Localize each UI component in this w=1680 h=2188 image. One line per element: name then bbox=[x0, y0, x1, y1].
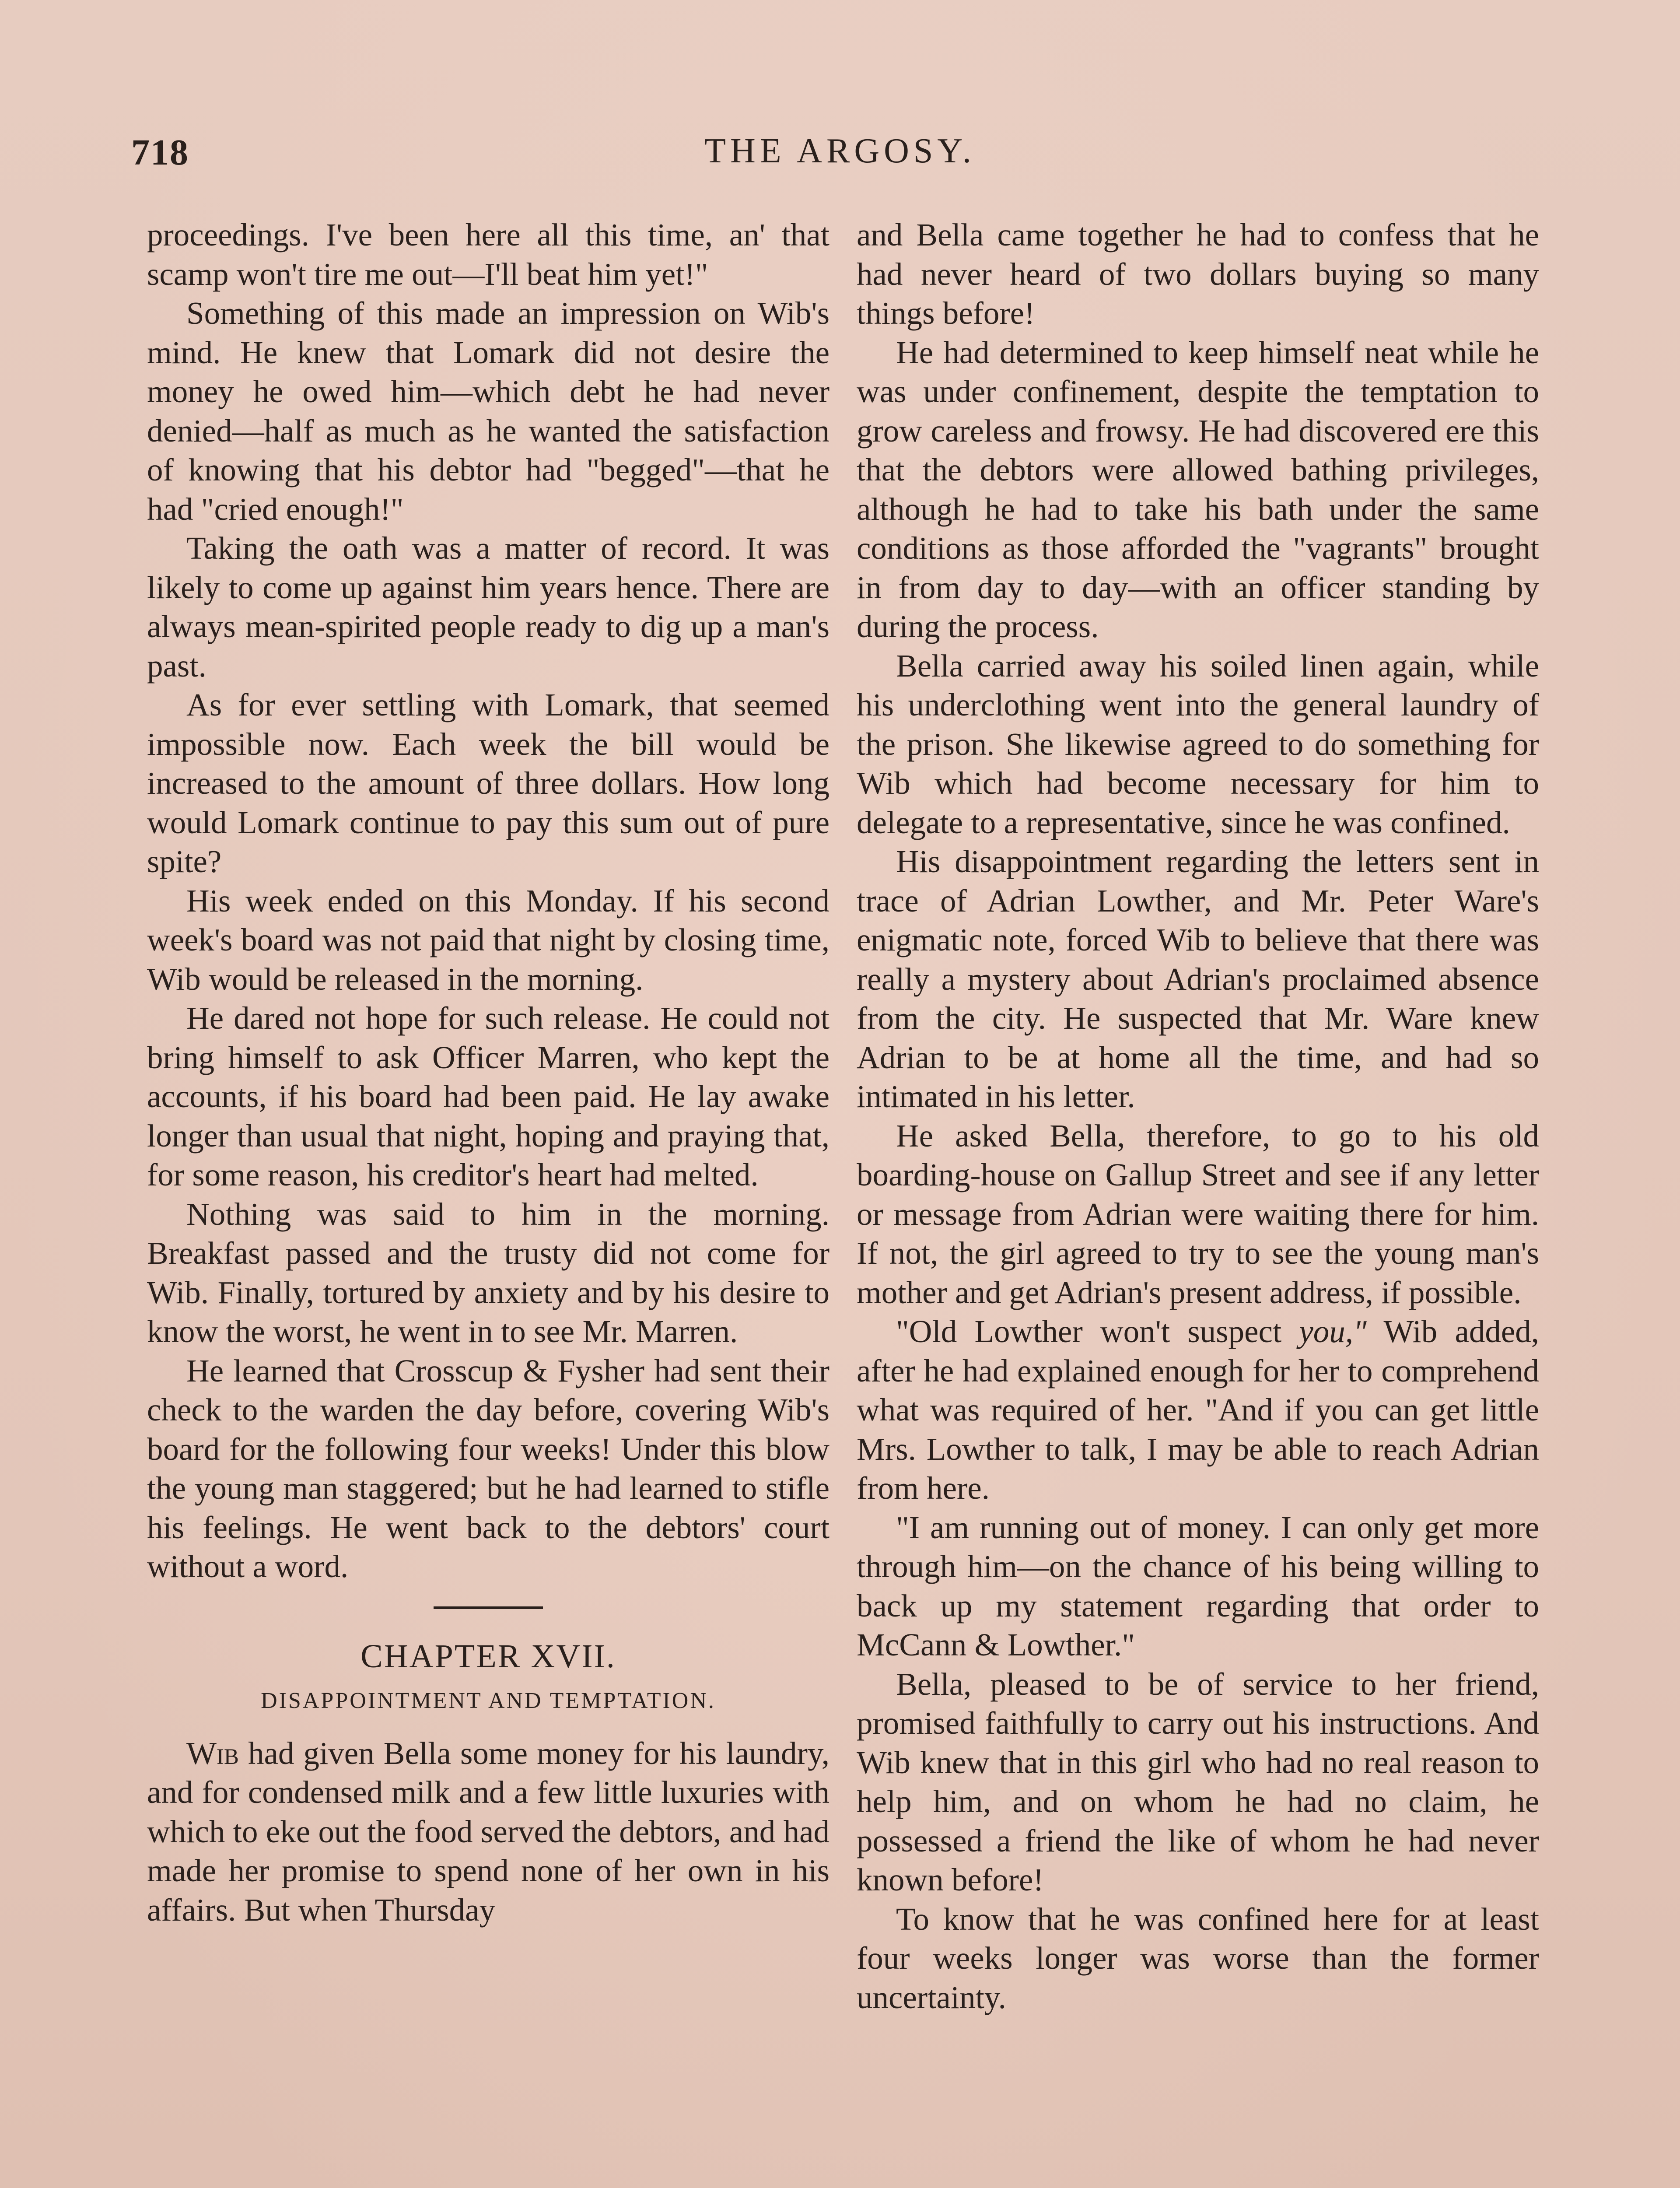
page-number: 718 bbox=[131, 132, 189, 173]
paragraph: Taking the oath was a matter of record. It was likely to come up against him years hence. There are always mean-spirited people ready to dig up a man's past. bbox=[147, 530, 830, 684]
paragraph: He had determined to keep himself neat while he was under confinement, despite the temptation to grow careless and frowsy. He had discovered ere this that the debtors were allowed bathing privileges, although he had to take his bath under the same conditions as those afforded the "vagrants" brought in from day to day—with an officer standing by during the process. bbox=[857, 334, 1539, 644]
paragraph: His week ended on this Monday. If his second week's board was not paid that night by closing time, Wib would be released in the morning. bbox=[147, 883, 830, 997]
chapter-first-word: Wib bbox=[186, 1735, 239, 1771]
paragraph: His disappointment regarding the letters sent in trace of Adrian Lowther, and Mr. Peter Ware's enigmatic note, forced Wib to believe that there was really a mystery about Adrian's proclaimed absence from the city. He suspected that Mr. Ware knew Adrian to be at home all the time, and had so intimated in his letter. bbox=[857, 844, 1539, 1114]
chapter-heading: CHAPTER XVII. bbox=[360, 1637, 616, 1675]
chapter-opening-text: had given Bella some money for his laundry, and for condensed milk and a few little luxuries with which to eke out the food served the debtors, and had made her promise to spend none of her own in his affairs. But when Thursday bbox=[147, 1735, 830, 1928]
paragraph: proceedings. I've been here all this time, an' that scamp won't tire me out—I'll beat him yet!" bbox=[147, 217, 830, 292]
paragraph: To know that he was confined here for at least four weeks longer was worse than the former uncertainty. bbox=[857, 1901, 1539, 2015]
paragraph: and Bella came together he had to confess that he had never heard of two dollars buying so many things before! bbox=[857, 217, 1539, 331]
paragraph: Bella, pleased to be of service to her friend, promised faithfully to carry out his instructions. And Wib knew that in this girl who had no real reason to help him, and on whom he had no claim, he possessed a friend the like of whom he had never known before! bbox=[857, 1666, 1539, 1897]
dialogue-paragraph bbox=[857, 1312, 1539, 1508]
right-column bbox=[857, 215, 1539, 2017]
emphasis: you," bbox=[1299, 1314, 1367, 1349]
paragraph: He asked Bella, therefore, to go to his old boarding-house on Gallup Street and see if any letter or message from Adrian were waiting there for him. If not, the girl agreed to try to see the young man's mother and get Adrian's present address, if possible. bbox=[857, 1118, 1539, 1310]
paragraph: Nothing was said to him in the morning. Breakfast passed and the trusty did not come for Wib. Finally, tortured by anxiety and by his desire to know the worst, he went in to see Mr. Marren. bbox=[147, 1196, 830, 1349]
paragraph: Bella carried away his soiled linen again, while his underclothing went into the general laundry of the prison. She likewise agreed to do something for Wib which had become necessary for him to delegate to a representative, since he was confined. bbox=[857, 648, 1539, 840]
section-divider bbox=[434, 1606, 543, 1609]
paragraph: He dared not hope for such release. He could not bring himself to ask Officer Marren, who kept the accounts, if his board had been paid. He lay awake longer than usual that night, hoping and praying that, for some reason, his creditor's heart had melted. bbox=[147, 1000, 830, 1192]
paragraph: As for ever settling with Lomark, that seemed impossible now. Each week the bill would be increased to the amount of three dollars. How long would Lomark continue to pay this sum out of pure spite? bbox=[147, 687, 830, 879]
running-title: THE ARGOSY. bbox=[704, 132, 976, 170]
paragraph: Something of this made an impression on Wib's mind. He knew that Lomark did not desire the money he owed him—which debt he had never denied—half as much as he wanted the satisfaction of knowing that his debtor had "begged"—that he had "cried enough!" bbox=[147, 295, 830, 527]
paragraph: He learned that Crosscup & Fysher had sent their check to the warden the day before, covering Wib's board for the following four weeks! Under this blow the young man staggered; but he had learned to stifle his feelings. He went back to the debtors' court without a word. bbox=[147, 1353, 830, 1584]
chapter-opening-paragraph bbox=[147, 1734, 830, 1930]
paragraph: "I am running out of money. I can only get more through him—on the chance of his being willing to back up my statement regarding that order to McCann & Lowther." bbox=[857, 1509, 1539, 1662]
dialogue-text: Wib added, after he had explained enough for her to comprehend what was required of her. "And if you can get little Mrs. Lowther to talk, I may be able to reach Adrian from here. bbox=[857, 1314, 1539, 1506]
dialogue-text: "Old Lowther won't suspect bbox=[896, 1314, 1299, 1349]
chapter-subtitle: DISAPPOINTMENT AND TEMPTATION. bbox=[261, 1688, 716, 1713]
left-column bbox=[147, 215, 830, 1929]
running-head bbox=[131, 131, 1549, 184]
